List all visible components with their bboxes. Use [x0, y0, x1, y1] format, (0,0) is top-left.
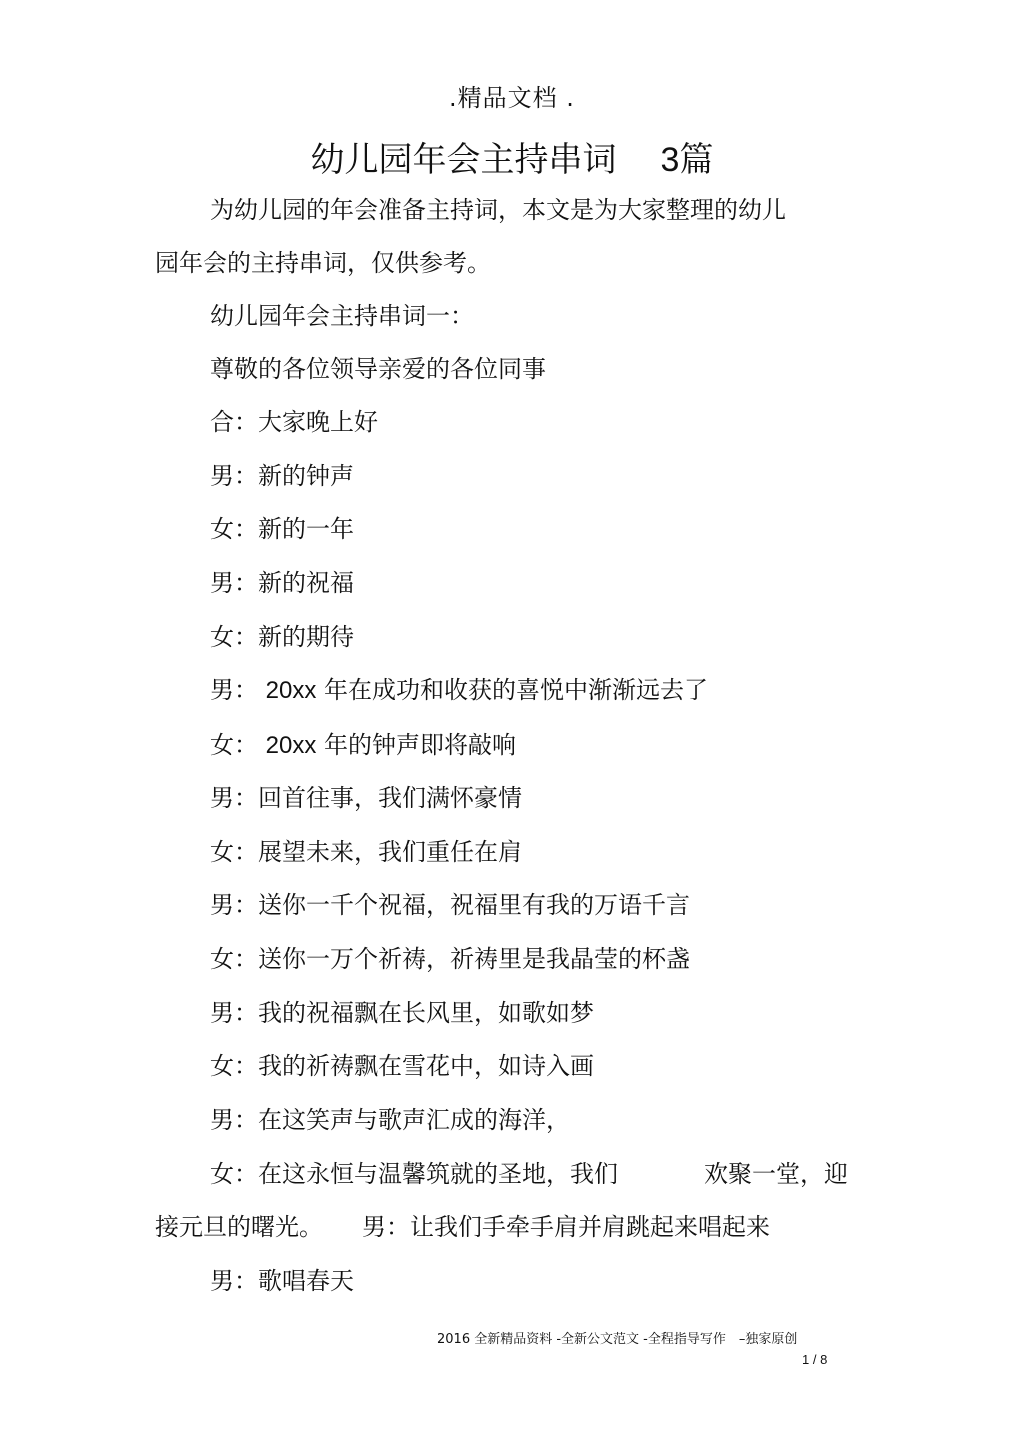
dialogue-line: 男：让我们手牵手肩并肩跳起来唱起来 [362, 1213, 770, 1241]
dialogue-line: 男：新的祝福 [210, 569, 354, 597]
dialogue-line: 尊敬的各位领导亲爱的各位同事 [210, 355, 546, 383]
dialogue-line: 男：新的钟声 [210, 462, 354, 490]
dialogue-line: 女：新的一年 [210, 515, 354, 543]
year-value: 20xx [265, 732, 317, 759]
dialogue-text: 年的钟声即将敲响 [323, 731, 516, 759]
title-main: 幼儿园年会主持串词 [310, 140, 617, 180]
year-value: 20xx [265, 677, 317, 704]
dialogue-line: 男：在这笑声与歌声汇成的海洋， [210, 1106, 570, 1134]
footer-text: 2016 全新精品资料 -全新公文范文 -全程指导写作 –独家原创 [437, 1332, 798, 1347]
dialogue-line: 合：大家晚上好 [210, 408, 378, 436]
title-count: 3篇 [660, 141, 714, 179]
dialogue-line: 男：回首往事，我们满怀豪情 [210, 784, 522, 812]
dialogue-text: 年在成功和收获的喜悦中渐渐远去了 [323, 676, 708, 704]
speaker-label: 男： [210, 676, 258, 704]
dialogue-line-continued: 欢聚一堂，迎 [704, 1160, 848, 1188]
dialogue-line: 女：新的期待 [210, 623, 354, 651]
dialogue-line: 女：我的祈祷飘在雪花中，如诗入画 [210, 1052, 594, 1080]
section-heading: 幼儿园年会主持串词一： [210, 302, 474, 330]
document-title [0, 132, 1024, 181]
intro-line-1: 为幼儿园的年会准备主持词，本文是为大家整理的幼儿 [210, 196, 786, 224]
dialogue-line: 男：我的祝福飘在长风里，如歌如梦 [210, 999, 594, 1027]
page-number: 1 / 8 [802, 1352, 828, 1367]
dialogue-line: 男：歌唱春天 [210, 1267, 354, 1295]
dialogue-line-wrap: 接元旦的曙光。 [155, 1213, 323, 1241]
page-header: .精品文档 . [449, 84, 575, 112]
speaker-label: 女： [210, 731, 258, 759]
dialogue-line: 男：送你一千个祝福，祝福里有我的万语千言 [210, 891, 690, 919]
dialogue-line: 女：在这永恒与温馨筑就的圣地，我们 [210, 1160, 618, 1188]
dialogue-line [210, 729, 516, 762]
dialogue-line: 女：送你一万个祈祷，祈祷里是我晶莹的杯盏 [210, 945, 690, 973]
dialogue-line [210, 674, 708, 707]
intro-line-2: 园年会的主持串词，仅供参考。 [155, 249, 491, 277]
dialogue-line: 女：展望未来，我们重任在肩 [210, 838, 522, 866]
